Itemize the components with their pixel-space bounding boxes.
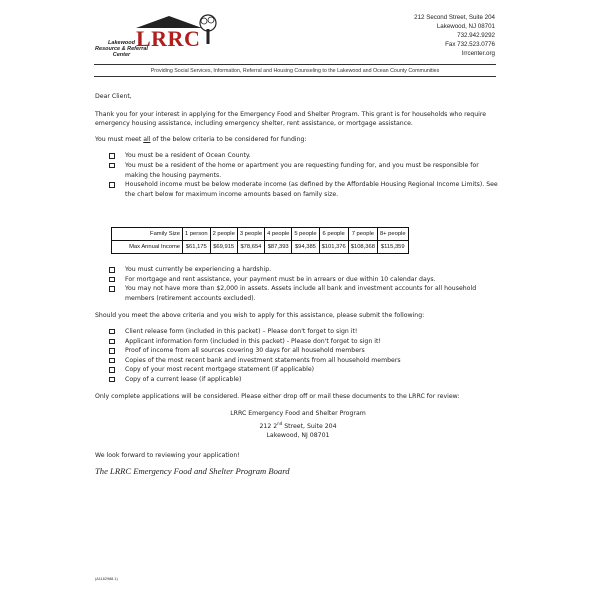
logo-subtitle: Lakewood Resource & Referral Center xyxy=(95,40,148,58)
list-item: Copy of your most recent mortgage statement (if applicable) xyxy=(95,365,501,375)
list-item: Copy of a current lease (if applicable) xyxy=(95,375,501,385)
letter-body-bottom xyxy=(95,265,501,476)
checkbox-bullet-icon xyxy=(109,339,115,345)
logo-name: LRRC xyxy=(136,26,201,51)
checkbox-bullet-icon xyxy=(109,348,115,354)
checkbox-bullet-icon xyxy=(109,153,115,159)
submit-intro: Should you meet the above criteria and you wish to apply for this assistance, please submit the following: xyxy=(95,312,425,320)
letter-body-top xyxy=(95,92,501,199)
lrrc-logo xyxy=(94,12,224,62)
income-limits-table xyxy=(111,227,409,254)
closing: We look forward to reviewing your application! xyxy=(95,451,240,459)
criteria-intro: You must meet all of the below criteria to be considered for funding: xyxy=(95,135,307,143)
header-divider-bottom xyxy=(94,76,496,77)
list-item: Household income must be below moderate income (as defined by the Affordable Housing Regional Income Limits). See the chart below for maximum income amounts based on family size. xyxy=(95,180,501,199)
complete-note: Only complete applications will be considered. Please either drop off or mail these documents to the LRRC for review: xyxy=(95,392,460,400)
table-row: Family Size 1 person 2 people 3 people 4 people 5 people 6 people 7 people 8+ people xyxy=(112,228,409,241)
checkbox-bullet-icon xyxy=(109,286,115,292)
address-block: 212 Second Street, Suite 204 Lakewood, NJ 08701 732.942.9292 Fax 732.523.0776 lrrcenter.org xyxy=(414,14,495,57)
checkbox-bullet-icon xyxy=(109,267,115,273)
tree-icon xyxy=(198,14,218,46)
checkbox-bullet-icon xyxy=(109,377,115,383)
list-item: You may not have more than $2,000 in assets. Assets include all bank and investment accounts for all household members (retirement accounts excluded). xyxy=(95,284,501,303)
checkbox-bullet-icon xyxy=(109,358,115,364)
mailing-address: LRRC Emergency Food and Shelter Program 212 2nd Street, Suite 204 Lakewood, NJ 08701 xyxy=(230,410,366,440)
signature: The LRRC Emergency Food and Shelter Program Board xyxy=(95,465,290,476)
list-item: Copies of the most recent bank and investment statements from all household members xyxy=(95,356,501,366)
header-divider xyxy=(94,64,496,65)
list-item: For mortgage and rent assistance, your payment must be in arrears or due within 10 calendar days. xyxy=(95,275,501,285)
list-item: Client release form (included in this packet) – Please don't forget to sign it! xyxy=(95,327,501,337)
table-row: Max Annual Income $61,175 $69,915 $78,654 $87,393 $94,385 $101,376 $108,368 $115,359 xyxy=(112,241,409,254)
list-item: You must be a resident of Ocean County. xyxy=(95,151,501,161)
checkbox-bullet-icon xyxy=(109,329,115,335)
salutation: Dear Client, xyxy=(95,93,132,100)
checkbox-bullet-icon xyxy=(109,182,115,188)
checkbox-bullet-icon xyxy=(109,163,115,169)
checkbox-bullet-icon xyxy=(109,277,115,283)
list-item: Proof of income from all sources covering 30 days for all household members xyxy=(95,346,501,356)
intro-paragraph: Thank you for your interest in applying for the Emergency Food and Shelter Program. This grant is for households who require emergency housing assistance, including emergency shelter, rent assistance, or mortgage assistance. xyxy=(95,110,487,128)
footer-code: (A1162988.1) xyxy=(95,577,118,581)
list-item: You must be a resident of the home or apartment you are requesting funding for, and you must be responsible for making the housing payments. xyxy=(95,161,501,180)
list-item: You must currently be experiencing a hardship. xyxy=(95,265,501,275)
list-item: Applicant information form (included in this packet) - Please don't forget to sign it! xyxy=(95,337,501,347)
tagline: Providing Social Services, Information, Referral and Housing Counseling to the Lakewood and Ocean County Communities xyxy=(150,68,440,74)
checkbox-bullet-icon xyxy=(109,367,115,373)
